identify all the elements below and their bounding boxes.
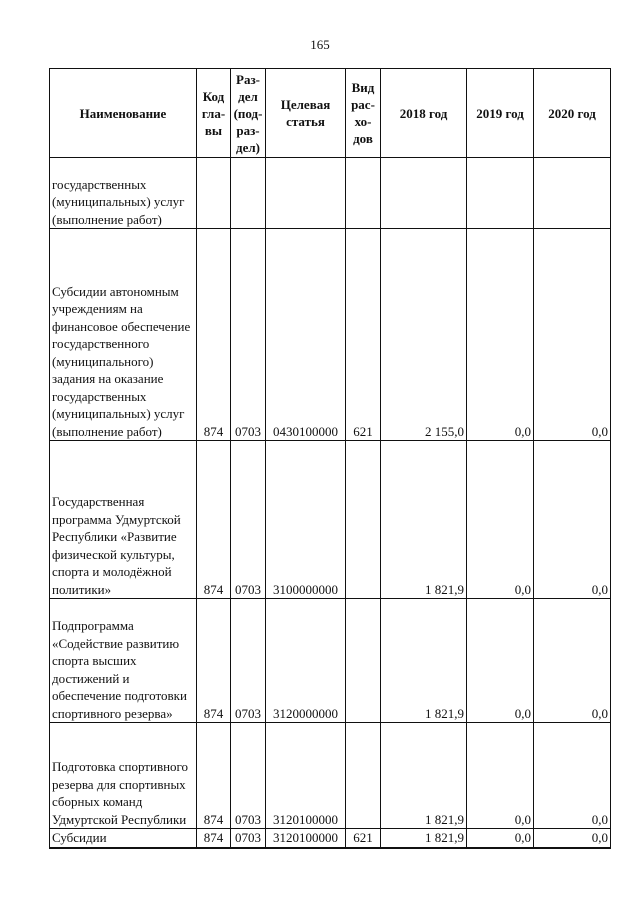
row-name: Государственная программа Удмуртской Республики «Развитие физической культуры, спорта и молодёжной политики» <box>50 441 197 599</box>
row-name: Подготовка спортивного резерва для спортивных сборных команд Удмуртской Республики <box>50 723 197 829</box>
row-code <box>197 158 231 229</box>
row-2018: 1 821,9 <box>381 599 467 723</box>
row-type: 621 <box>346 829 381 848</box>
row-2018: 2 155,0 <box>381 229 467 441</box>
row-section <box>231 158 266 229</box>
row-section: 0703 <box>231 229 266 441</box>
row-2020: 0,0 <box>534 723 611 829</box>
row-2019: 0,0 <box>467 599 534 723</box>
row-code: 874 <box>197 829 231 848</box>
row-name: Субсидии автономным учреждениям на финансовое обеспечение государственного (муниципального) задания на оказание государственных (муниципальных) услуг (выполнение работ) <box>50 229 197 441</box>
row-2020: 0,0 <box>534 599 611 723</box>
row-type: 621 <box>346 229 381 441</box>
header-2020: 2020 год <box>534 69 611 158</box>
row-section: 0703 <box>231 723 266 829</box>
table-row <box>50 229 611 441</box>
table-row <box>50 723 611 829</box>
row-type <box>346 599 381 723</box>
header-name: Наименование <box>50 69 197 158</box>
row-section: 0703 <box>231 441 266 599</box>
row-target: 3120000000 <box>266 599 346 723</box>
row-section: 0703 <box>231 829 266 848</box>
row-2019: 0,0 <box>467 829 534 848</box>
row-2020: 0,0 <box>534 441 611 599</box>
row-2018: 1 821,9 <box>381 829 467 848</box>
row-type <box>346 158 381 229</box>
table-row <box>50 441 611 599</box>
row-2019: 0,0 <box>467 441 534 599</box>
row-target: 3100000000 <box>266 441 346 599</box>
header-row <box>50 69 611 158</box>
row-2018: 1 821,9 <box>381 441 467 599</box>
row-target: 3120100000 <box>266 723 346 829</box>
header-2018: 2018 год <box>381 69 467 158</box>
row-type <box>346 723 381 829</box>
header-2019: 2019 год <box>467 69 534 158</box>
row-2020: 0,0 <box>534 229 611 441</box>
page-number: 165 <box>310 37 330 52</box>
row-2020 <box>534 158 611 229</box>
row-code: 874 <box>197 441 231 599</box>
table-row <box>50 599 611 723</box>
row-target: 0430100000 <box>266 229 346 441</box>
row-code: 874 <box>197 599 231 723</box>
header-section: Раз-дел (под-раз-дел) <box>231 69 266 158</box>
row-section: 0703 <box>231 599 266 723</box>
header-code: Код гла-вы <box>197 69 231 158</box>
row-2019: 0,0 <box>467 229 534 441</box>
row-name: Субсидии <box>50 829 197 848</box>
row-target: 3120100000 <box>266 829 346 848</box>
row-target <box>266 158 346 229</box>
row-2020: 0,0 <box>534 829 611 848</box>
row-name: государственных (муниципальных) услуг (выполнение работ) <box>50 158 197 229</box>
table-row <box>50 158 611 229</box>
row-type <box>346 441 381 599</box>
budget-table <box>49 68 611 849</box>
row-2018: 1 821,9 <box>381 723 467 829</box>
row-2019 <box>467 158 534 229</box>
row-2019: 0,0 <box>467 723 534 829</box>
row-code: 874 <box>197 229 231 441</box>
row-code: 874 <box>197 723 231 829</box>
header-type: Вид рас-хо-дов <box>346 69 381 158</box>
row-name: Подпрограмма «Содействие развитию спорта высших достижений и обеспечение подготовки спортивного резерва» <box>50 599 197 723</box>
header-target: Целевая статья <box>266 69 346 158</box>
row-2018 <box>381 158 467 229</box>
table-row <box>50 829 611 848</box>
